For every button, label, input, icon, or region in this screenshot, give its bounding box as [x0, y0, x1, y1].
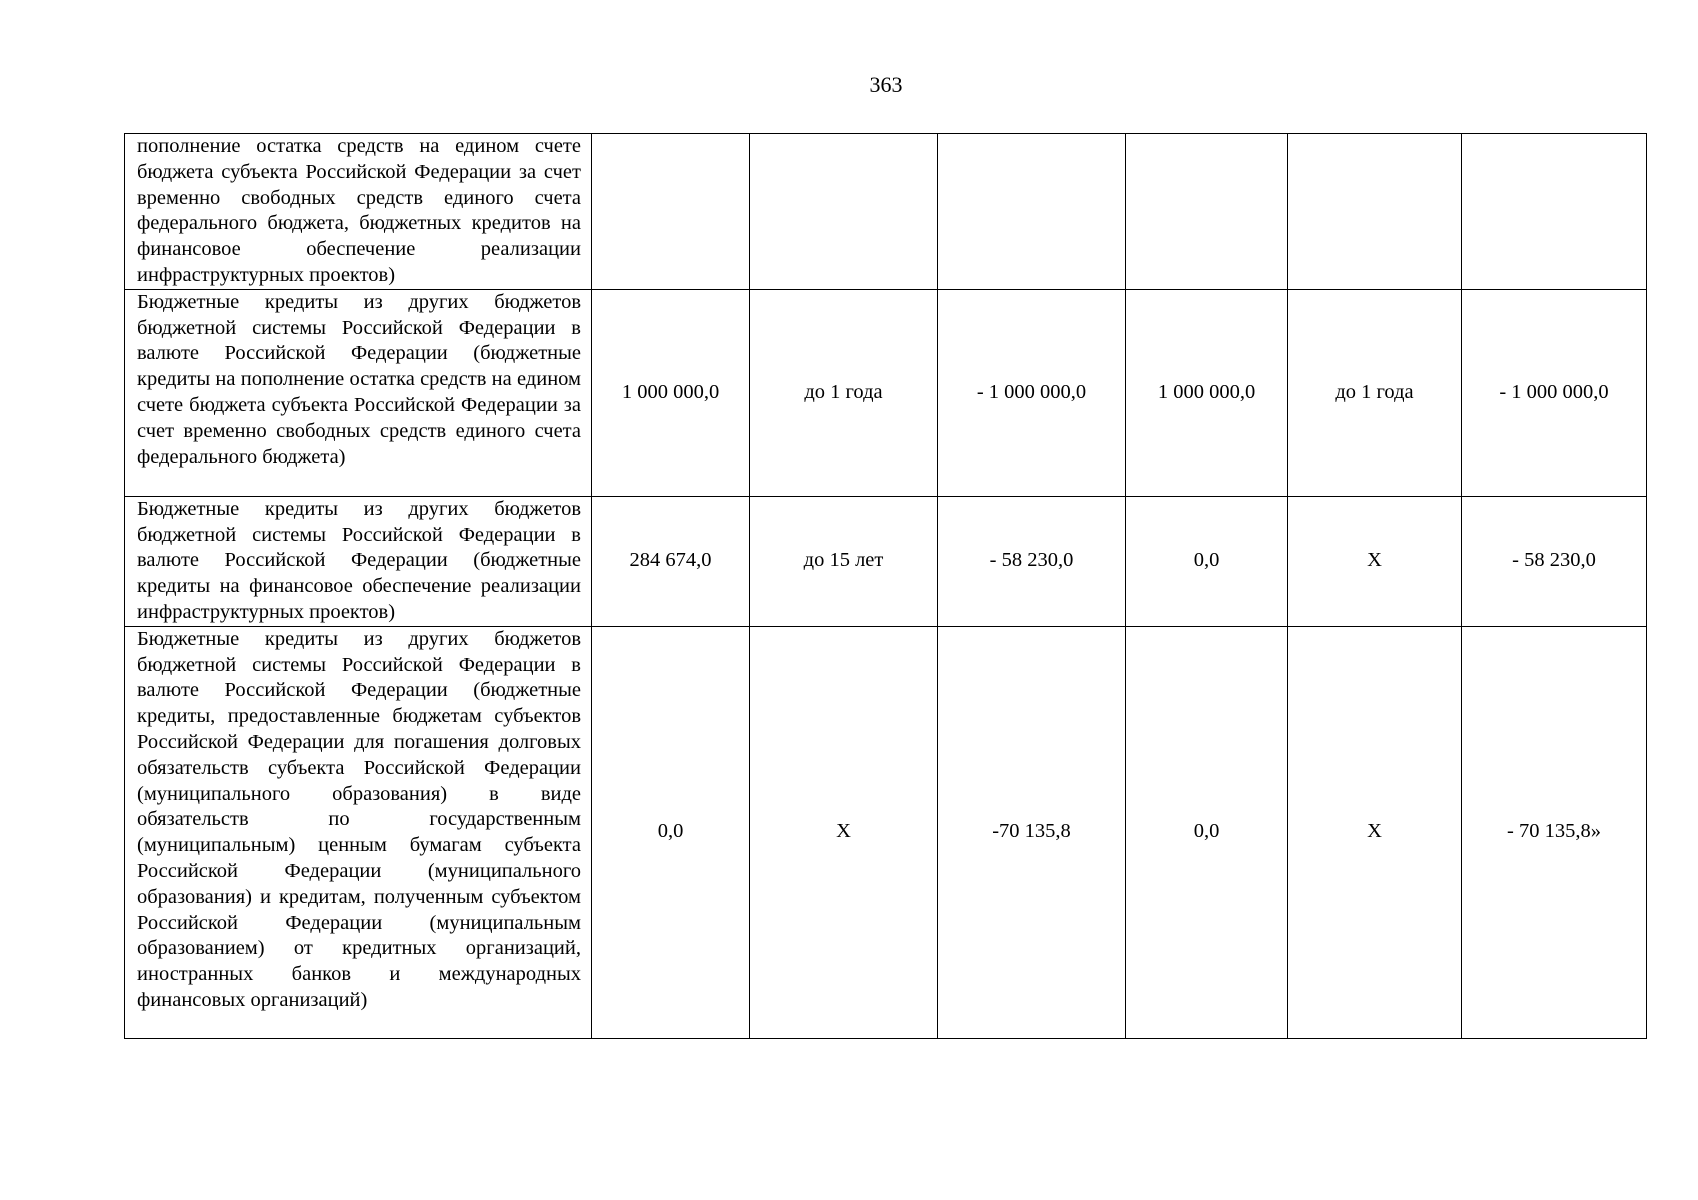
table-cell: 1 000 000,0	[592, 289, 750, 496]
table-cell: - 58 230,0	[938, 496, 1126, 626]
table-cell: 0,0	[1126, 496, 1288, 626]
table-cell: 0,0	[592, 626, 750, 1038]
table-cell	[938, 134, 1126, 290]
table-cell: - 70 135,8»	[1462, 626, 1647, 1038]
table-cell: 0,0	[1126, 626, 1288, 1038]
table-cell: Х	[750, 626, 938, 1038]
table-cell	[592, 134, 750, 290]
table-cell: 1 000 000,0	[1126, 289, 1288, 496]
table-cell: до 1 года	[750, 289, 938, 496]
table-cell: -70 135,8	[938, 626, 1126, 1038]
row-description: Бюджетные кредиты из других бюджетов бюджетной системы Российской Федерации в валюте Российской Федерации (бюджетные кредиты, предоставленные бюджетам субъектов Российской Федерации для погашения долговых обязательств субъекта Российской Федерации (муниципального образования) в виде обязательств по государственным (муниципальным) ценным бумагам субъекта Российской Федерации (муниципального образования) и кредитам, полученным субъектом Российской Федерации (муниципальным образованием) от кредитных организаций, иностранных банков и международных финансовых организаций)	[125, 626, 592, 1038]
budget-credits-table	[124, 133, 1647, 1039]
row-description: Бюджетные кредиты из других бюджетов бюджетной системы Российской Федерации в валюте Российской Федерации (бюджетные кредиты на пополнение остатка средств на едином счете бюджета субъекта Российской Федерации за счет временно свободных средств единого счета федерального бюджета)	[125, 289, 592, 496]
table-cell	[1126, 134, 1288, 290]
table-cell: до 1 года	[1288, 289, 1462, 496]
table-row	[125, 289, 1647, 496]
table-cell	[1462, 134, 1647, 290]
page-number: 363	[869, 72, 903, 97]
row-description: пополнение остатка средств на едином счете бюджета субъекта Российской Федерации за счет временно свободных средств единого счета федерального бюджета, бюджетных кредитов на финансовое обеспечение реализации инфраструктурных проектов)	[125, 134, 592, 290]
table-cell	[1288, 134, 1462, 290]
table-row	[125, 496, 1647, 626]
table-cell: - 1 000 000,0	[938, 289, 1126, 496]
table-cell: - 1 000 000,0	[1462, 289, 1647, 496]
table-cell: Х	[1288, 496, 1462, 626]
table-cell: до 15 лет	[750, 496, 938, 626]
table-cell: 284 674,0	[592, 496, 750, 626]
table-row	[125, 134, 1647, 290]
row-description: Бюджетные кредиты из других бюджетов бюджетной системы Российской Федерации в валюте Российской Федерации (бюджетные кредиты на финансовое обеспечение реализации инфраструктурных проектов)	[125, 496, 592, 626]
table-cell: Х	[1288, 626, 1462, 1038]
table-row	[125, 626, 1647, 1038]
table-cell: - 58 230,0	[1462, 496, 1647, 626]
table-cell	[750, 134, 938, 290]
